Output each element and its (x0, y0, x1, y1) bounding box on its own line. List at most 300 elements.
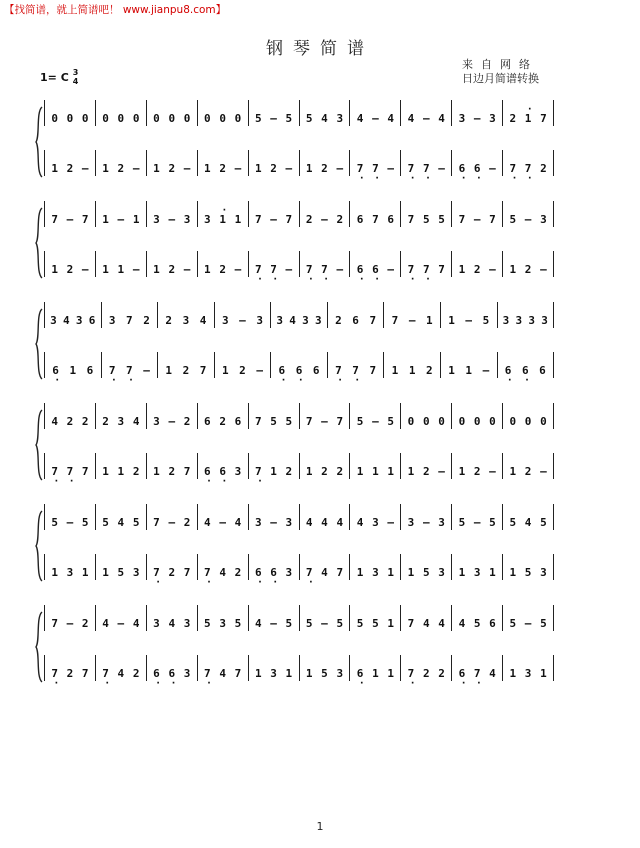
note: 1 (356, 465, 364, 478)
page-title: 钢琴简谱 (266, 39, 374, 59)
note: 4 (289, 314, 296, 327)
note: 6 · (357, 263, 364, 277)
source-line-1: 来自网络 (462, 58, 538, 71)
source-line-2: 日边月简谱转换 (462, 72, 539, 85)
note: 2 (66, 415, 74, 428)
measure (271, 352, 328, 378)
note: – (270, 213, 277, 226)
note: – (387, 162, 394, 175)
note: 0 (204, 112, 211, 125)
measure (96, 453, 147, 479)
note: 3 (117, 415, 125, 428)
measure (401, 655, 452, 681)
note: – (183, 162, 191, 175)
note: 0 (540, 415, 547, 428)
measure (350, 150, 401, 176)
note: 1 (407, 566, 415, 579)
treble-staff (44, 201, 554, 227)
bass-staff (44, 453, 554, 479)
measure (300, 403, 351, 429)
note: 5 (540, 516, 547, 529)
note: 5 (285, 415, 293, 428)
note: 1 (356, 566, 364, 579)
measure (452, 100, 503, 126)
measure (147, 453, 198, 479)
measure (45, 403, 96, 429)
measure (452, 605, 503, 631)
note: 5 (356, 415, 364, 428)
measure (503, 453, 554, 479)
note: – (321, 415, 328, 428)
measure (45, 302, 102, 328)
note: 2 (321, 465, 328, 478)
measure (452, 504, 503, 530)
note: 3 (336, 112, 344, 125)
measure (96, 201, 147, 227)
bass-staff (44, 554, 554, 580)
measure (147, 150, 198, 176)
measure (401, 453, 452, 479)
note: 3 (502, 314, 510, 327)
note: 4 (234, 516, 242, 529)
note: 3 (515, 314, 523, 327)
note: 5 (285, 112, 293, 125)
note: 2 (66, 263, 74, 276)
note: 6 · (522, 364, 529, 378)
measure (328, 302, 385, 328)
note: 1 (234, 213, 242, 226)
note: 7 · (51, 465, 58, 479)
note: 7 (51, 213, 58, 226)
note: 0 (66, 112, 74, 125)
note: 4 (305, 516, 313, 529)
note: 6 (204, 415, 211, 428)
note: 1 (153, 465, 160, 478)
note: – (183, 263, 191, 276)
note: 7 · (357, 162, 364, 176)
measure (45, 554, 96, 580)
note: 5 (270, 415, 277, 428)
measure (147, 554, 198, 580)
note: 0 (407, 415, 415, 428)
note: – (321, 617, 328, 630)
note: 1 (448, 364, 455, 377)
note: 1 (458, 566, 466, 579)
note: – (168, 415, 176, 428)
note: · 1 (525, 112, 532, 126)
note: 2 (143, 314, 150, 327)
note: 6 (234, 415, 242, 428)
note: 1 (448, 314, 455, 327)
note: 6 · (505, 364, 512, 378)
measure (401, 100, 452, 126)
note: 5 (509, 516, 517, 529)
note: 2 (132, 667, 140, 680)
measure (147, 403, 198, 429)
note: 1 (153, 162, 160, 175)
note: 6 · (459, 162, 466, 176)
measure (441, 302, 498, 328)
note: 7 · (408, 162, 415, 176)
note: 5 (509, 617, 517, 630)
note: 4 (117, 667, 125, 680)
note: 2 (165, 314, 173, 327)
note: 5 (321, 667, 328, 680)
measure (249, 251, 300, 277)
note: 4 (321, 566, 328, 579)
note: 3 (276, 314, 283, 327)
note: 7 · (51, 667, 58, 681)
measure (249, 504, 300, 530)
note: 3 (108, 314, 116, 327)
note: 7 · (321, 263, 328, 277)
measure (249, 201, 300, 227)
note: 2 (270, 162, 277, 175)
measure (249, 453, 300, 479)
note: 1 (51, 162, 58, 175)
note: 7 · (423, 263, 430, 277)
note: 7 (81, 667, 89, 680)
measure (147, 504, 198, 530)
note: – (524, 617, 532, 630)
note: 7 (540, 112, 547, 125)
measure (147, 605, 198, 631)
note: – (270, 112, 277, 125)
measure (96, 504, 147, 530)
note: – (540, 263, 547, 276)
note: 7 (369, 314, 377, 327)
note: 1 (102, 162, 109, 175)
note: – (168, 516, 176, 529)
note: 1 (165, 364, 173, 377)
note: 2 (524, 263, 532, 276)
note: 7 (391, 314, 399, 327)
measure (45, 504, 96, 530)
note: 6 (312, 364, 320, 377)
note: 2 (540, 162, 547, 175)
note: 7 · (408, 263, 415, 277)
note: 1 (221, 364, 229, 377)
note: 4 (63, 314, 70, 327)
bass-staff (44, 150, 554, 176)
measure (452, 201, 503, 227)
score-system (44, 605, 554, 680)
note: 5 (372, 617, 379, 630)
note: 5 (305, 617, 313, 630)
note: 7 (407, 213, 415, 226)
note: 1 (153, 263, 160, 276)
treble-staff (44, 100, 554, 126)
note: 2 (168, 162, 176, 175)
note: 0 (81, 112, 89, 125)
measure (96, 100, 147, 126)
note: 3 (183, 213, 191, 226)
note: – (270, 617, 277, 630)
measure (96, 605, 147, 631)
note: 6 (88, 314, 96, 327)
note: 1 (489, 566, 496, 579)
note: 4 (102, 617, 109, 630)
note: 7 (81, 465, 89, 478)
note: 5 (509, 213, 517, 226)
note: 3 (336, 667, 344, 680)
bass-staff (44, 655, 554, 681)
measure (350, 453, 401, 479)
note: 7 · (67, 465, 74, 479)
note: 6 (539, 364, 546, 377)
measure (441, 352, 498, 378)
note: 1 (387, 465, 394, 478)
note: 1 (509, 465, 517, 478)
score-system (44, 302, 554, 377)
note: 3 (285, 516, 293, 529)
note: 3 (153, 213, 160, 226)
note: 2 (473, 263, 481, 276)
note: 5 (458, 516, 466, 529)
note: 7 (336, 415, 344, 428)
note: 7 (153, 516, 160, 529)
note: 3 (540, 213, 547, 226)
note: 1 (117, 263, 125, 276)
measure (45, 251, 96, 277)
note: 6 · (52, 364, 59, 378)
treble-staff (44, 302, 554, 328)
note: 1 (305, 162, 313, 175)
note: 0 (422, 415, 430, 428)
note: – (81, 263, 89, 276)
note: 4 (204, 516, 211, 529)
measure (498, 302, 555, 328)
note: 0 (51, 112, 58, 125)
note: – (321, 213, 328, 226)
measure (350, 201, 401, 227)
note: 7 (199, 364, 207, 377)
note: 0 (234, 112, 242, 125)
note: 1 (254, 162, 262, 175)
note: 5 (254, 112, 262, 125)
measure (198, 504, 249, 530)
measure (271, 302, 328, 328)
score (44, 100, 554, 706)
note: 0 (438, 415, 445, 428)
note: 5 (473, 617, 481, 630)
note: 5 (422, 213, 430, 226)
measure (401, 403, 452, 429)
note: 5 (336, 617, 344, 630)
measure (384, 352, 441, 378)
treble-staff (44, 403, 554, 429)
site-banner[interactable]: 【找简谱，就上简谱吧！ www.jianpu8.com】 (4, 4, 227, 16)
note: 3 (204, 213, 211, 226)
measure (147, 655, 198, 681)
brace-icon (35, 207, 43, 279)
note: 1 (465, 364, 473, 377)
note: 3 (302, 314, 309, 327)
note: 2 (168, 465, 176, 478)
note: 7 · (255, 465, 262, 479)
note: – (336, 263, 344, 276)
measure (350, 504, 401, 530)
note: 6 · (153, 667, 160, 681)
note: 3 (153, 617, 160, 630)
note: 7 · (335, 364, 342, 378)
note: 1 (509, 667, 517, 680)
note: 2 (524, 465, 532, 478)
note: 1 (458, 263, 466, 276)
note: 4 (132, 415, 140, 428)
note: 7 (489, 213, 496, 226)
time-signature (73, 68, 79, 86)
note: 1 (270, 465, 277, 478)
measure (198, 453, 249, 479)
measure (198, 605, 249, 631)
note: – (239, 314, 246, 327)
measure (328, 352, 385, 378)
note: 1 (305, 667, 313, 680)
note: · 1 (219, 213, 226, 227)
source-credit (462, 58, 539, 86)
note: 3 (540, 566, 547, 579)
note: 2 (168, 263, 176, 276)
measure (198, 251, 249, 277)
note: – (234, 263, 242, 276)
note: 4 (422, 617, 430, 630)
note: 7 · (109, 364, 116, 378)
measure (198, 201, 249, 227)
note: 5 (438, 213, 445, 226)
note: 3 (66, 566, 74, 579)
note: 1 (285, 667, 293, 680)
measure (198, 554, 249, 580)
note: – (66, 617, 74, 630)
note: 2 (132, 465, 140, 478)
measure (96, 554, 147, 580)
note: 6 · (279, 364, 286, 378)
note: 5 (356, 617, 364, 630)
note: 1 (69, 364, 77, 377)
brace-icon (35, 106, 43, 178)
measure (350, 605, 401, 631)
note: – (387, 263, 394, 276)
measure (401, 554, 452, 580)
note: 2 (168, 566, 176, 579)
score-system (44, 504, 554, 579)
note: 0 (102, 112, 109, 125)
note: 7 · (372, 162, 379, 176)
measure (452, 655, 503, 681)
note: – (489, 263, 496, 276)
note: 1 (509, 263, 517, 276)
note: – (285, 263, 293, 276)
note: 7 · (408, 667, 415, 681)
note: 0 (219, 112, 226, 125)
note: 5 (234, 617, 242, 630)
note: 2 (336, 213, 344, 226)
note: 0 (458, 415, 466, 428)
note: 0 (509, 415, 517, 428)
note: 4 (356, 112, 364, 125)
note: – (117, 617, 125, 630)
note: – (422, 112, 430, 125)
note: 7 (369, 364, 377, 377)
note: 3 (541, 314, 548, 327)
measure (452, 554, 503, 580)
note: 4 (489, 667, 496, 680)
note: 7 (438, 263, 445, 276)
note: 2 (66, 667, 74, 680)
note: 5 (81, 516, 89, 529)
measure (249, 655, 300, 681)
measure (300, 605, 351, 631)
note: 1 (81, 566, 89, 579)
note: 7 · (525, 162, 532, 176)
note: 2 (219, 263, 226, 276)
note: 1 (254, 667, 262, 680)
note: 4 (321, 516, 328, 529)
page-number: 1 (316, 820, 324, 833)
note: 3 (256, 314, 263, 327)
note: 3 (132, 566, 140, 579)
note: 3 (372, 566, 379, 579)
note: 6 (356, 213, 364, 226)
note: 4 (219, 667, 226, 680)
note: 1 (102, 566, 109, 579)
measure (249, 150, 300, 176)
note: 5 (117, 566, 125, 579)
note: 3 (315, 314, 322, 327)
measure (215, 302, 272, 328)
note: 2 (438, 667, 445, 680)
note: – (143, 364, 150, 377)
note: 1 (387, 566, 394, 579)
note: 7 · (270, 263, 277, 277)
note: – (372, 112, 379, 125)
note: 2 (239, 364, 246, 377)
measure (45, 655, 96, 681)
note: 3 (524, 667, 532, 680)
note: 2 (66, 162, 74, 175)
measure (452, 150, 503, 176)
note: 1 (387, 617, 394, 630)
note: 2 (509, 112, 517, 125)
note: 1 (408, 364, 416, 377)
note: 4 (438, 617, 445, 630)
note: 7 (81, 213, 89, 226)
measure (350, 403, 401, 429)
note: 2 (102, 415, 109, 428)
measure (401, 605, 452, 631)
note: 3 (438, 516, 445, 529)
measure (300, 100, 351, 126)
note: 5 (524, 566, 532, 579)
measure (503, 201, 554, 227)
brace-icon (35, 510, 43, 582)
measure (503, 655, 554, 681)
note: – (465, 314, 473, 327)
measure (401, 150, 452, 176)
measure (503, 554, 554, 580)
note: 7 (183, 465, 191, 478)
note: 7 · (102, 667, 109, 681)
note: 0 (153, 112, 160, 125)
note: 0 (489, 415, 496, 428)
note: 7 · (352, 364, 359, 378)
note: 0 (132, 112, 140, 125)
note: 3 (528, 314, 536, 327)
measure (198, 100, 249, 126)
note: 5 (204, 617, 211, 630)
note: – (81, 162, 89, 175)
